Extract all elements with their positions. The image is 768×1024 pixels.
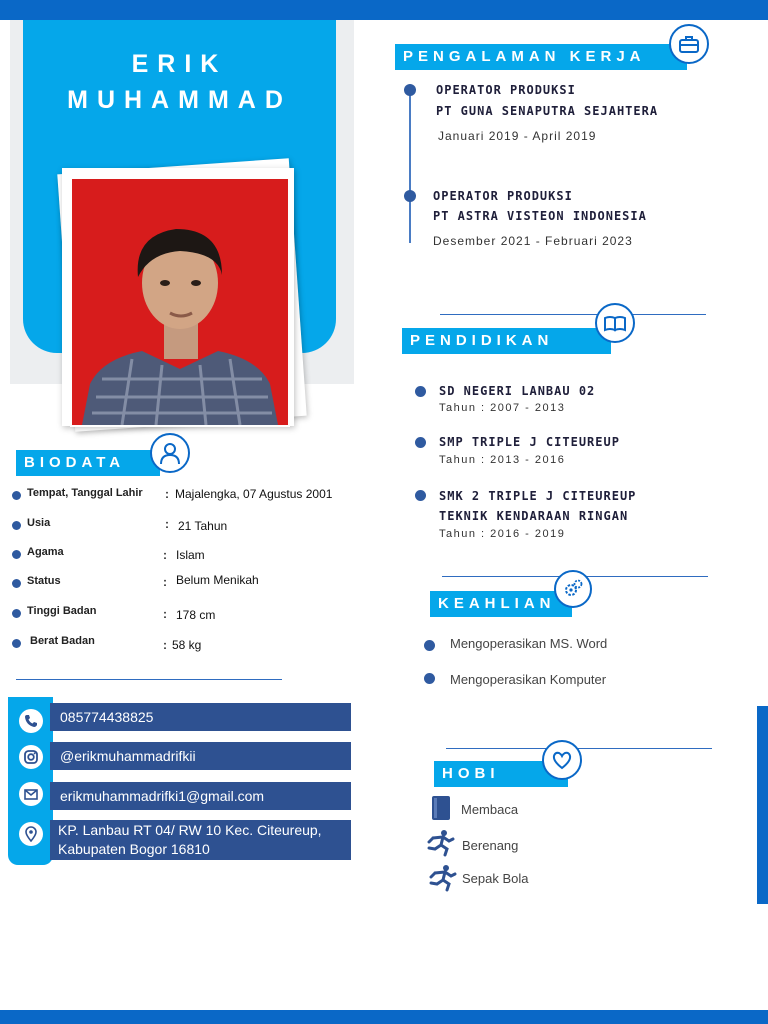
edu-3-major: TEKNIK KENDARAAN RINGAN (439, 509, 629, 523)
bio-row-birth: Tempat, Tanggal Lahir : Majalengka, 07 Agustus 2001 (12, 487, 362, 507)
heart-hands-icon (542, 740, 582, 780)
phone-number[interactable]: 085774438825 (50, 703, 351, 731)
bio-row-weight: Berat Badan : 58 kg (12, 635, 362, 655)
biodata-heading: BIODATA (16, 450, 160, 476)
job-2-company: PT ASTRA VISTEON INDONESIA (433, 209, 647, 223)
address (50, 820, 351, 860)
experience-timeline (409, 88, 411, 243)
skills-heading: KEAHLIAN (430, 591, 572, 617)
briefcase-icon (669, 24, 709, 64)
education-dot (415, 437, 426, 448)
edu-1-school: SD NEGERI LANBAU 02 (439, 384, 596, 398)
bio-row-status: Status : Belum Menikah (12, 575, 362, 595)
bottom-accent-bar (0, 1010, 768, 1024)
job-1-period: Januari 2019 - April 2019 (438, 129, 597, 143)
address-line-2: Kabupaten Bogor 16810 (58, 841, 210, 857)
full-name (23, 46, 336, 118)
book-icon (430, 795, 452, 821)
experience-divider (440, 314, 706, 315)
person-portrait (72, 179, 288, 425)
bio-row-religion: Agama : Islam (12, 546, 362, 566)
last-name: MUHAMMAD (67, 86, 292, 114)
first-name: ERIK (131, 50, 228, 78)
location-pin-icon (19, 822, 43, 846)
edu-3-years: Tahun : 2016 - 2019 (439, 528, 566, 540)
education-dot (415, 386, 426, 397)
runner-icon (425, 864, 457, 892)
phone-icon (19, 709, 43, 733)
right-accent-bar (757, 706, 768, 904)
top-accent-bar (0, 0, 768, 20)
person-icon (150, 433, 190, 473)
job-2-period: Desember 2021 - Februari 2023 (433, 234, 633, 248)
hobby-1: Membaca (461, 802, 519, 817)
address-line-1: KP. Lanbau RT 04/ RW 10 Kec. Citeureup, (58, 822, 322, 838)
biodata-divider (16, 679, 282, 680)
gears-icon (554, 570, 592, 608)
runner-icon (423, 829, 455, 857)
open-book-icon (595, 303, 635, 343)
education-heading: PENDIDIKAN (402, 328, 611, 354)
skill-dot (424, 640, 435, 651)
education-dot (415, 490, 426, 501)
email-icon (19, 782, 43, 806)
hobby-3: Sepak Bola (462, 871, 529, 886)
edu-1-years: Tahun : 2007 - 2013 (439, 402, 566, 414)
skill-2: Mengoperasikan Komputer (450, 672, 607, 687)
instagram-icon (19, 745, 43, 769)
skill-dot (424, 673, 435, 684)
bio-row-age: Usia : 21 Tahun (12, 517, 362, 537)
timeline-dot (404, 84, 416, 96)
edu-2-years: Tahun : 2013 - 2016 (439, 454, 566, 466)
job-1-company: PT GUNA SENAPUTRA SEJAHTERA (436, 104, 659, 118)
edu-2-school: SMP TRIPLE J CITEUREUP (439, 435, 620, 449)
job-1-role: OPERATOR PRODUKSI (436, 83, 576, 97)
bio-row-height: Tinggi Badan : 178 cm (12, 605, 362, 625)
job-2-role: OPERATOR PRODUKSI (433, 189, 573, 203)
profile-photo (70, 177, 290, 427)
timeline-dot (404, 190, 416, 202)
email-address[interactable]: erikmuhammadrifki1@gmail.com (50, 782, 351, 810)
hobby-2: Berenang (462, 838, 519, 853)
instagram-handle[interactable]: @erikmuhammadrifkii (50, 742, 351, 770)
hobbies-heading: HOBI (434, 761, 568, 787)
experience-heading: PENGALAMAN KERJA (395, 44, 687, 70)
edu-3-school: SMK 2 TRIPLE J CITEUREUP (439, 489, 637, 503)
skill-1: Mengoperasikan MS. Word (450, 636, 608, 651)
